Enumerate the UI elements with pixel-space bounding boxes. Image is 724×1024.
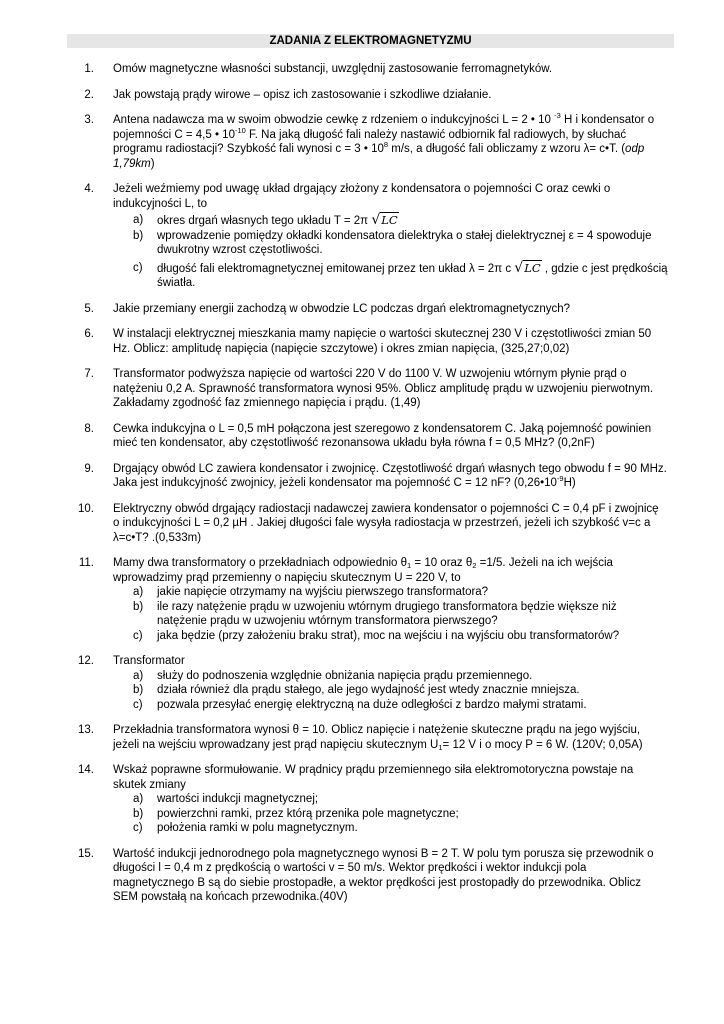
task-number: 5. [84,302,94,315]
task-number: 12. [78,655,94,667]
option-a: a) jakie napięcie otrzymamy na wyjściu pierwszego transformatora? [133,586,489,598]
task-text: Jeżeli weźmiemy pod uwagę układ drgający złożony z kondensatora o pojemności C oraz cewki o indukcyjności L, to [113,183,611,210]
task-number: 6. [84,328,94,340]
task-text: Transformator podwyższa napięcie od wartości 220 V do 1100 V. W uzwojeniu wtórnym płynie prąd o natężeniu 0,2 A. Sprawność transformatora wynosi 95%. Oblicz amplitudę prądu w uzwojeniu pierwotnym. Zakładamy zgodność faz zmiennego napięcia i prądu. (1,49) [113,368,654,409]
sqrt-formula: √LC [371,212,398,228]
task-6 [0,327,724,356]
option-c: c) położenia ramki w polu magnetycznym. [133,822,358,834]
option-b: b) powierzchni ramki, przez którą przenika pole magnetyczne; [133,807,459,820]
task-2 [0,88,724,103]
task-9 [0,462,724,491]
task-list [0,62,724,916]
task-5 [0,302,724,317]
page-title: ZADANIA Z ELEKTROMAGNETYZMU [67,34,674,48]
task-text: Cewka indukcyjna o L = 0,5 mH połączona jest szeregowo z kondensatorem C. Jaką pojemność powinien mieć ten kondensator, aby częstotliwość rezonansowa układu była równa f = 0,5 MHz? (0,2nF) [113,422,652,449]
task-text: W instalacji elektrycznej mieszkania mamy napięcie o wartości skutecznej 230 V i częstotliwości zmian 50 Hz. Oblicz: amplitudę napięcia (napięcie szczytowe) i okres zmian napięcia, (325,27;0,02) [113,328,652,355]
task-number: 13. [78,724,94,736]
task-number: 11. [78,557,94,569]
option-c: c) pozwala przesyłać energię elektryczną na duże odległości z bardzo małymi stratami. [133,698,587,711]
task-text: Drgający obwód LC zawiera kondensator i zwojnicę. Częstotliwość drgań własnych tego obwodu f = 90 MHz. Jaka jest indukcyjność zwojnicy, jeżeli kondensator ma pojemność C = 12 nF? $(0,26•10^{-9}H)$ [113,462,667,489]
option-b: b) działa również dla prądu stałego, ale jego wydajność jest wtedy znacznie mniejsza. [133,684,580,696]
task-number: 15. [78,847,94,860]
task-text: Mamy dwa transformatory o przekładniach odpowiednio $\theta_1 = 10$ oraz $\theta_2 =1/5$. Jeżeli na ich wejścia wprowadzimy prąd przemienny o napięciu skutecznym U = 220 V, to [113,557,613,584]
task-15 [0,847,724,905]
task-number: 10. [78,502,94,515]
task-number: 8. [84,422,94,435]
task-number: 1. [84,63,94,75]
sqrt-formula: √LC [514,259,541,276]
task-14 [0,763,724,836]
option-a: a) służy do podnoszenia względnie obniżania napięcia prądu przemiennego. [133,669,533,682]
task-text: Wartość indukcji jednorodnego pola magnetycznego wynosi B = 2 T. W polu tym porusza się przewodnik o długości l = 0,4 m z prędkością o wartości v = 50 m/s. Wektor prędkości i wektor indukcji pola magnetycznego B są do siebie prostopadłe, a wektor prędkości jest prostopadły do przewodnika. Oblicz SEM powstałą na końcach przewodnika.(40V) [113,847,654,903]
task-text: Przekładnia transformatora wynosi θ = 10. Oblicz napięcie i natężenie skuteczne prądu na jego wyjściu, jeżeli na wejściu wprowadzany jest prąd napięciu skutecznym $U_1= 12$ V i o mocy P = 6 W. (120V; 0,05A) [113,724,643,752]
task-text: Jakie przemiany energii zachodzą w obwodzie LC podczas drgań elektromagnetycznych? [113,302,571,315]
task-7 [0,367,724,411]
task-number: 2. [84,88,94,101]
task-text: Transformator [113,655,185,667]
answer: odp 1,79km [113,143,645,170]
task-4 [0,182,724,291]
task-11 [0,556,724,643]
task-text: Omów magnetyczne własności substancji, uwzględnij zastosowanie ferromagnetyków. [113,63,553,75]
task-text: Wskaż poprawne sformułowanie. W prądnicy prądu przemiennego siła elektromotoryczna powstaje na skutek zmiany [113,764,634,791]
option-b: b) wprowadzenie pomiędzy okładki kondensatora dielektryka o stałej dielektrycznej ε = 4 spowoduje dwukrotny wzrost częstotliwości. [133,229,652,256]
option-c: c) długość fali elektromagnetycznej emitowanej przez ten układ λ = 2π c √LC , gdzie c jest prędkością światła. [133,259,668,289]
task-number: 14. [78,764,94,776]
task-number: 3. [84,114,94,126]
task-13 [0,723,724,752]
task-12 [0,654,724,712]
option-c: c) jaka będzie (przy założeniu braku strat), moc na wejściu i na wyjściu obu transformatorów? [133,629,620,642]
task-text: Antena nadawcza ma w swoim obwodzie cewkę z rdzeniem o indukcyjności L = 2 • 10 $^{-3}$ H i kondensator o pojemności C = 4,5 • $10^{-10}$ F. Na jaką długość fali należy nastawić odbiornik fal radiowych, by słuchać programu radiostacji? Szybkość fali wynosi c = 3 • $10^8$ m/s, a długość fali obliczamy z wzoru λ= c•T. (odp 1,79km) [113,111,655,170]
option-a: a) wartości indukcji magnetycznej; [133,793,319,805]
option-b: b) ile razy natężenie prądu w uzwojeniu wtórnym drugiego transformatora będzie większe niż natężenie prądu w uzwojeniu wtórnym transformatora pierwszego? [133,600,617,627]
task-number: 9. [84,462,94,475]
task-text: Elektryczny obwód drgający radiostacji nadawczej zawiera kondensator o pojemności C = 0,4 pF i zwojnicę o indukcyjności L = 0,2 µH . Jakiej długości fale wysyła radiostacja w przestrzeń, jeżeli ich szybkość v=c a λ=c•T? .(0,533m) [113,502,659,544]
task-number: 4. [84,183,94,195]
task-10 [0,502,724,546]
task-1 [0,62,724,77]
task-number: 7. [84,368,94,380]
task-text: Jak powstają prądy wirowe – opisz ich zastosowanie i szkodliwe działanie. [113,88,492,101]
task-8 [0,422,724,451]
task-3 [0,113,724,171]
option-a: a) okres drgań własnych tego układu T = 2π √LC [133,212,398,228]
